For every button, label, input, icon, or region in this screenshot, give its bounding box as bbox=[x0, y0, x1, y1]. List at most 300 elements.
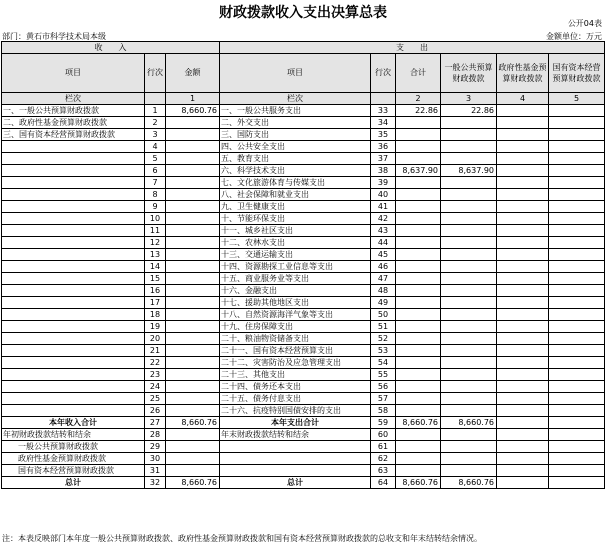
income-amount-cell bbox=[166, 213, 220, 225]
expense-general-cell bbox=[441, 381, 497, 393]
carry-fund-out-capital bbox=[549, 453, 605, 465]
expense-general-cell bbox=[441, 141, 497, 153]
expense-seq-cell: 50 bbox=[371, 309, 396, 321]
expense-fund-cell bbox=[497, 117, 549, 129]
expense-item-cell: 二十四、债务还本支出 bbox=[220, 381, 371, 393]
carry-fund-out-total bbox=[396, 453, 441, 465]
state-capital-header: 国有资本经营预算财政拨款 bbox=[549, 54, 605, 93]
expense-seq-cell: 33 bbox=[371, 105, 396, 117]
year-income-label: 本年收入合计 bbox=[2, 417, 145, 429]
expense-general-cell bbox=[441, 369, 497, 381]
expense-general-cell bbox=[441, 237, 497, 249]
income-item-cell bbox=[2, 249, 145, 261]
income-seq-cell: 5 bbox=[145, 153, 166, 165]
year-expense-total: 8,660.76 bbox=[396, 417, 441, 429]
carry-general-out-total bbox=[396, 441, 441, 453]
table-row bbox=[2, 213, 605, 225]
expense-seq-cell: 49 bbox=[371, 297, 396, 309]
expense-seq-cell: 44 bbox=[371, 237, 396, 249]
carry-capital-out-seq: 63 bbox=[371, 465, 396, 477]
income-seq-cell: 17 bbox=[145, 297, 166, 309]
table-row bbox=[2, 369, 605, 381]
expense-seq-cell: 53 bbox=[371, 345, 396, 357]
expense-capital-cell bbox=[549, 297, 605, 309]
income-item-header: 项目 bbox=[2, 54, 145, 93]
expense-fund-cell bbox=[497, 177, 549, 189]
income-item-cell bbox=[2, 201, 145, 213]
expense-item-cell: 二十三、其他支出 bbox=[220, 369, 371, 381]
carry-general-label: 一般公共预算财政拨款 bbox=[2, 441, 145, 453]
expense-item-cell: 八、社会保障和就业支出 bbox=[220, 189, 371, 201]
expense-general-cell bbox=[441, 117, 497, 129]
income-seq-cell: 23 bbox=[145, 369, 166, 381]
year-expense-capital bbox=[549, 417, 605, 429]
expense-fund-cell bbox=[497, 381, 549, 393]
header-row-columns bbox=[2, 54, 605, 93]
income-seq-cell: 4 bbox=[145, 141, 166, 153]
expense-total-cell bbox=[396, 345, 441, 357]
table-row bbox=[2, 165, 605, 177]
expense-item-cell: 四、公共安全支出 bbox=[220, 141, 371, 153]
expense-capital-cell bbox=[549, 213, 605, 225]
grand-income-label: 总计 bbox=[2, 477, 145, 489]
expense-fund-cell bbox=[497, 213, 549, 225]
income-amount-cell bbox=[166, 261, 220, 273]
expense-capital-cell bbox=[549, 273, 605, 285]
table-row bbox=[2, 153, 605, 165]
income-item-cell bbox=[2, 189, 145, 201]
expense-fund-cell bbox=[497, 237, 549, 249]
department-label: 部门：黄石市科学技术局本级 bbox=[2, 32, 106, 41]
income-item-cell bbox=[2, 165, 145, 177]
carry-fund-row bbox=[2, 453, 605, 465]
expense-total-cell bbox=[396, 297, 441, 309]
carry-capital-out-capital bbox=[549, 465, 605, 477]
expense-total-cell bbox=[396, 249, 441, 261]
income-amount-cell bbox=[166, 177, 220, 189]
income-amount-cell bbox=[166, 117, 220, 129]
expense-capital-cell bbox=[549, 249, 605, 261]
carry-fund-seq: 30 bbox=[145, 453, 166, 465]
expense-general-cell bbox=[441, 405, 497, 417]
income-seq-cell: 13 bbox=[145, 249, 166, 261]
expense-general-cell: 8,637.90 bbox=[441, 165, 497, 177]
income-amount-cell bbox=[166, 357, 220, 369]
expense-total-cell bbox=[396, 117, 441, 129]
expense-seq-cell: 54 bbox=[371, 357, 396, 369]
income-item-cell bbox=[2, 405, 145, 417]
expense-total-cell: 8,637.90 bbox=[396, 165, 441, 177]
year-expense-fund bbox=[497, 417, 549, 429]
expense-capital-cell bbox=[549, 345, 605, 357]
expense-item-cell: 二十、粮油物资储备支出 bbox=[220, 333, 371, 345]
income-seq-cell: 10 bbox=[145, 213, 166, 225]
grand-expense-total: 8,660.76 bbox=[396, 477, 441, 489]
grand-income-seq: 32 bbox=[145, 477, 166, 489]
income-item-cell bbox=[2, 153, 145, 165]
expense-seq-cell: 48 bbox=[371, 285, 396, 297]
expense-total-cell bbox=[396, 213, 441, 225]
expense-seq-cell: 36 bbox=[371, 141, 396, 153]
expense-general-cell bbox=[441, 285, 497, 297]
income-seq-cell: 19 bbox=[145, 321, 166, 333]
carry-fund-label: 政府性基金预算财政拨款 bbox=[2, 453, 145, 465]
expense-general-cell bbox=[441, 393, 497, 405]
year-expense-label: 本年支出合计 bbox=[220, 417, 371, 429]
expense-total-cell bbox=[396, 201, 441, 213]
expense-total-cell bbox=[396, 153, 441, 165]
expense-item-cell: 二十五、债务付息支出 bbox=[220, 393, 371, 405]
expense-item-cell: 十四、资源勘探工业信息等支出 bbox=[220, 261, 371, 273]
carry-general-out-capital bbox=[549, 441, 605, 453]
carry-general-seq: 29 bbox=[145, 441, 166, 453]
grand-expense-seq: 64 bbox=[371, 477, 396, 489]
carry-capital-row bbox=[2, 465, 605, 477]
expense-item-cell: 九、卫生健康支出 bbox=[220, 201, 371, 213]
income-header: 收 入 bbox=[2, 42, 220, 54]
expense-general-cell bbox=[441, 273, 497, 285]
income-amount-cell bbox=[166, 141, 220, 153]
table-row bbox=[2, 249, 605, 261]
expense-capital-cell bbox=[549, 153, 605, 165]
expense-seq-cell: 45 bbox=[371, 249, 396, 261]
expense-general-cell: 22.86 bbox=[441, 105, 497, 117]
expense-capital-cell bbox=[549, 381, 605, 393]
table-row bbox=[2, 393, 605, 405]
carry-capital-out-general bbox=[441, 465, 497, 477]
expense-item-cell: 七、文化旅游体育与传媒支出 bbox=[220, 177, 371, 189]
expense-fund-cell bbox=[497, 357, 549, 369]
income-seq-header: 行次 bbox=[145, 54, 166, 93]
expense-total-cell: 22.86 bbox=[396, 105, 441, 117]
expense-total-cell bbox=[396, 285, 441, 297]
expense-capital-cell bbox=[549, 405, 605, 417]
carry-general-row bbox=[2, 441, 605, 453]
header-row-column-labels bbox=[2, 93, 605, 105]
expense-fund-cell bbox=[497, 261, 549, 273]
table-row bbox=[2, 321, 605, 333]
carry-capital-out-fund bbox=[497, 465, 549, 477]
year-income-seq: 27 bbox=[145, 417, 166, 429]
income-item-cell bbox=[2, 381, 145, 393]
expense-column-label: 栏次 bbox=[220, 93, 371, 105]
carry-begin-row bbox=[2, 429, 605, 441]
expense-general-cell bbox=[441, 213, 497, 225]
table-row bbox=[2, 381, 605, 393]
table-row bbox=[2, 273, 605, 285]
column-number-2: 2 bbox=[396, 93, 441, 105]
expense-seq-cell: 35 bbox=[371, 129, 396, 141]
income-seq-cell: 1 bbox=[145, 105, 166, 117]
carry-end-seq: 60 bbox=[371, 429, 396, 441]
expense-item-cell: 十八、自然资源海洋气象等支出 bbox=[220, 309, 371, 321]
income-amount-cell bbox=[166, 189, 220, 201]
expense-seq-cell: 51 bbox=[371, 321, 396, 333]
expense-total-cell bbox=[396, 273, 441, 285]
expense-general-cell bbox=[441, 297, 497, 309]
general-budget-header: 一般公共预算财政拨款 bbox=[441, 54, 497, 93]
expense-fund-cell bbox=[497, 321, 549, 333]
expense-seq-header: 行次 bbox=[371, 54, 396, 93]
table-row bbox=[2, 309, 605, 321]
carry-end-total bbox=[396, 429, 441, 441]
income-seq-cell: 24 bbox=[145, 381, 166, 393]
expense-seq-cell: 39 bbox=[371, 177, 396, 189]
expense-seq-cell: 40 bbox=[371, 189, 396, 201]
income-amount-cell bbox=[166, 285, 220, 297]
income-amount-cell bbox=[166, 381, 220, 393]
expense-fund-cell bbox=[497, 153, 549, 165]
income-seq-cell: 26 bbox=[145, 405, 166, 417]
expense-item-cell: 十一、城乡社区支出 bbox=[220, 225, 371, 237]
income-item-cell bbox=[2, 177, 145, 189]
expense-item-cell: 二、外交支出 bbox=[220, 117, 371, 129]
expense-capital-cell bbox=[549, 189, 605, 201]
income-amount-cell bbox=[166, 249, 220, 261]
expense-capital-cell bbox=[549, 141, 605, 153]
expense-item-cell: 一、一般公共服务支出 bbox=[220, 105, 371, 117]
year-income-amount: 8,660.76 bbox=[166, 417, 220, 429]
expense-total-cell bbox=[396, 333, 441, 345]
carry-end-capital bbox=[549, 429, 605, 441]
table-row bbox=[2, 357, 605, 369]
carry-general-amount bbox=[166, 441, 220, 453]
expense-capital-cell bbox=[549, 333, 605, 345]
column-number-1: 1 bbox=[166, 93, 220, 105]
income-item-cell bbox=[2, 309, 145, 321]
table-row bbox=[2, 333, 605, 345]
expense-total-cell bbox=[396, 237, 441, 249]
expense-fund-cell bbox=[497, 345, 549, 357]
column-number-5: 5 bbox=[549, 93, 605, 105]
expense-capital-cell bbox=[549, 177, 605, 189]
income-item-cell bbox=[2, 345, 145, 357]
expense-capital-cell bbox=[549, 309, 605, 321]
grand-income-amount: 8,660.76 bbox=[166, 477, 220, 489]
expense-capital-cell bbox=[549, 201, 605, 213]
expense-general-cell bbox=[441, 201, 497, 213]
table-body bbox=[2, 105, 605, 417]
income-seq-cell: 25 bbox=[145, 393, 166, 405]
income-column-label: 栏次 bbox=[2, 93, 145, 105]
expense-fund-cell bbox=[497, 309, 549, 321]
gov-fund-header: 政府性基金预算财政拨款 bbox=[497, 54, 549, 93]
income-amount-cell bbox=[166, 393, 220, 405]
expense-total-cell bbox=[396, 369, 441, 381]
expense-capital-cell bbox=[549, 165, 605, 177]
expense-seq-cell: 52 bbox=[371, 333, 396, 345]
expense-capital-cell bbox=[549, 225, 605, 237]
income-item-cell bbox=[2, 393, 145, 405]
expense-item-cell: 二十六、抗疫特别国债安排的支出 bbox=[220, 405, 371, 417]
expense-general-cell bbox=[441, 249, 497, 261]
carry-capital-out-item bbox=[220, 465, 371, 477]
expense-item-cell: 六、科学技术支出 bbox=[220, 165, 371, 177]
expense-fund-cell bbox=[497, 369, 549, 381]
expense-item-cell: 五、教育支出 bbox=[220, 153, 371, 165]
expense-item-cell: 十九、住房保障支出 bbox=[220, 321, 371, 333]
expense-general-cell bbox=[441, 225, 497, 237]
expense-total-cell bbox=[396, 381, 441, 393]
income-item-cell bbox=[2, 285, 145, 297]
year-expense-seq: 59 bbox=[371, 417, 396, 429]
income-amount-cell bbox=[166, 369, 220, 381]
expense-item-cell: 十七、援助其他地区支出 bbox=[220, 297, 371, 309]
expense-general-cell bbox=[441, 177, 497, 189]
carry-fund-out-seq: 62 bbox=[371, 453, 396, 465]
expense-seq-cell: 37 bbox=[371, 153, 396, 165]
table-row bbox=[2, 261, 605, 273]
grand-expense-fund bbox=[497, 477, 549, 489]
carry-capital-out-total bbox=[396, 465, 441, 477]
income-amount-cell bbox=[166, 225, 220, 237]
income-seq-cell: 15 bbox=[145, 273, 166, 285]
carry-fund-out-fund bbox=[497, 453, 549, 465]
income-amount-cell bbox=[166, 129, 220, 141]
income-amount-cell bbox=[166, 273, 220, 285]
carry-general-out-seq: 61 bbox=[371, 441, 396, 453]
expense-total-cell bbox=[396, 129, 441, 141]
table-row bbox=[2, 105, 605, 117]
expense-item-cell: 二十二、灾害防治及应急管理支出 bbox=[220, 357, 371, 369]
grand-expense-label: 总计 bbox=[220, 477, 371, 489]
carry-end-fund bbox=[497, 429, 549, 441]
expense-item-cell: 二十一、国有资本经营预算支出 bbox=[220, 345, 371, 357]
income-item-cell bbox=[2, 297, 145, 309]
expense-capital-cell bbox=[549, 261, 605, 273]
carry-end-label: 年末财政拨款结转和结余 bbox=[220, 429, 371, 441]
expense-seq-cell: 57 bbox=[371, 393, 396, 405]
grand-expense-capital bbox=[549, 477, 605, 489]
income-amount-cell bbox=[166, 153, 220, 165]
expense-total-cell bbox=[396, 393, 441, 405]
expense-total-cell bbox=[396, 261, 441, 273]
expense-seq-cell: 41 bbox=[371, 201, 396, 213]
table-row bbox=[2, 129, 605, 141]
column-number-4: 4 bbox=[497, 93, 549, 105]
income-item-cell bbox=[2, 321, 145, 333]
table-row bbox=[2, 285, 605, 297]
income-item-cell bbox=[2, 273, 145, 285]
carry-fund-amount bbox=[166, 453, 220, 465]
expense-seq-cell: 58 bbox=[371, 405, 396, 417]
expense-general-cell bbox=[441, 309, 497, 321]
income-amount-cell: 8,660.76 bbox=[166, 105, 220, 117]
income-amount-cell bbox=[166, 333, 220, 345]
expense-fund-cell bbox=[497, 333, 549, 345]
income-item-cell bbox=[2, 141, 145, 153]
expense-capital-cell bbox=[549, 237, 605, 249]
expense-total-cell bbox=[396, 357, 441, 369]
header-row-section bbox=[2, 42, 605, 54]
expense-total-cell bbox=[396, 189, 441, 201]
carry-general-out-item bbox=[220, 441, 371, 453]
expense-general-cell bbox=[441, 129, 497, 141]
expense-fund-cell bbox=[497, 165, 549, 177]
income-item-cell bbox=[2, 261, 145, 273]
income-seq-cell: 22 bbox=[145, 357, 166, 369]
table-row bbox=[2, 297, 605, 309]
income-amount-cell bbox=[166, 321, 220, 333]
income-amount-cell bbox=[166, 345, 220, 357]
table-row bbox=[2, 405, 605, 417]
income-amount-cell bbox=[166, 165, 220, 177]
expense-fund-cell bbox=[497, 393, 549, 405]
income-item-cell: 一、一般公共预算财政拨款 bbox=[2, 105, 145, 117]
carry-begin-amount bbox=[166, 429, 220, 441]
income-item-cell bbox=[2, 357, 145, 369]
income-amount-cell bbox=[166, 237, 220, 249]
column-number-3: 3 bbox=[441, 93, 497, 105]
expense-seq-cell: 56 bbox=[371, 381, 396, 393]
carry-capital-amount bbox=[166, 465, 220, 477]
grand-expense-general: 8,660.76 bbox=[441, 477, 497, 489]
expense-seq-cell: 47 bbox=[371, 273, 396, 285]
income-seq-cell: 6 bbox=[145, 165, 166, 177]
year-total-row bbox=[2, 417, 605, 429]
carry-general-out-fund bbox=[497, 441, 549, 453]
expense-fund-cell bbox=[497, 405, 549, 417]
table-row bbox=[2, 177, 605, 189]
expense-seq-cell: 55 bbox=[371, 369, 396, 381]
income-amount-header: 金额 bbox=[166, 54, 220, 93]
table-row bbox=[2, 237, 605, 249]
expense-capital-cell bbox=[549, 357, 605, 369]
expense-fund-cell bbox=[497, 273, 549, 285]
income-seq-blank bbox=[145, 93, 166, 105]
expense-total-cell bbox=[396, 225, 441, 237]
expense-seq-cell: 43 bbox=[371, 225, 396, 237]
expense-fund-cell bbox=[497, 225, 549, 237]
carry-fund-out-general bbox=[441, 453, 497, 465]
expense-header: 支 出 bbox=[220, 42, 605, 54]
expense-general-cell bbox=[441, 357, 497, 369]
carry-capital-seq: 31 bbox=[145, 465, 166, 477]
footnote: 注：本表反映部门本年度一般公共预算财政拨款、政府性基金预算财政拨款和国有资本经营预算财政拨款的总收支和年末结转结余情况。 bbox=[2, 534, 482, 543]
expense-seq-cell: 38 bbox=[371, 165, 396, 177]
income-item-cell: 三、国有资本经营预算财政拨款 bbox=[2, 129, 145, 141]
expense-fund-cell bbox=[497, 285, 549, 297]
carry-capital-label: 国有资本经营预算财政拨款 bbox=[2, 465, 145, 477]
income-seq-cell: 8 bbox=[145, 189, 166, 201]
expense-fund-cell bbox=[497, 189, 549, 201]
carry-end-general bbox=[441, 429, 497, 441]
expense-total-cell bbox=[396, 141, 441, 153]
expense-fund-cell bbox=[497, 105, 549, 117]
expense-general-cell bbox=[441, 321, 497, 333]
year-expense-general: 8,660.76 bbox=[441, 417, 497, 429]
expense-general-cell bbox=[441, 261, 497, 273]
expense-general-cell bbox=[441, 189, 497, 201]
table-row bbox=[2, 201, 605, 213]
expense-item-cell: 十、节能环保支出 bbox=[220, 213, 371, 225]
income-seq-cell: 16 bbox=[145, 285, 166, 297]
income-amount-cell bbox=[166, 405, 220, 417]
income-item-cell bbox=[2, 225, 145, 237]
budget-table bbox=[1, 41, 605, 489]
carry-fund-out-item bbox=[220, 453, 371, 465]
expense-capital-cell bbox=[549, 321, 605, 333]
income-item-cell bbox=[2, 237, 145, 249]
carry-begin-label: 年初财政拨款结转和结余 bbox=[2, 429, 145, 441]
expense-fund-cell bbox=[497, 129, 549, 141]
income-seq-cell: 11 bbox=[145, 225, 166, 237]
income-item-cell: 二、政府性基金预算财政拨款 bbox=[2, 117, 145, 129]
income-seq-cell: 14 bbox=[145, 261, 166, 273]
expense-seq-cell: 34 bbox=[371, 117, 396, 129]
income-item-cell bbox=[2, 333, 145, 345]
income-amount-cell bbox=[166, 201, 220, 213]
